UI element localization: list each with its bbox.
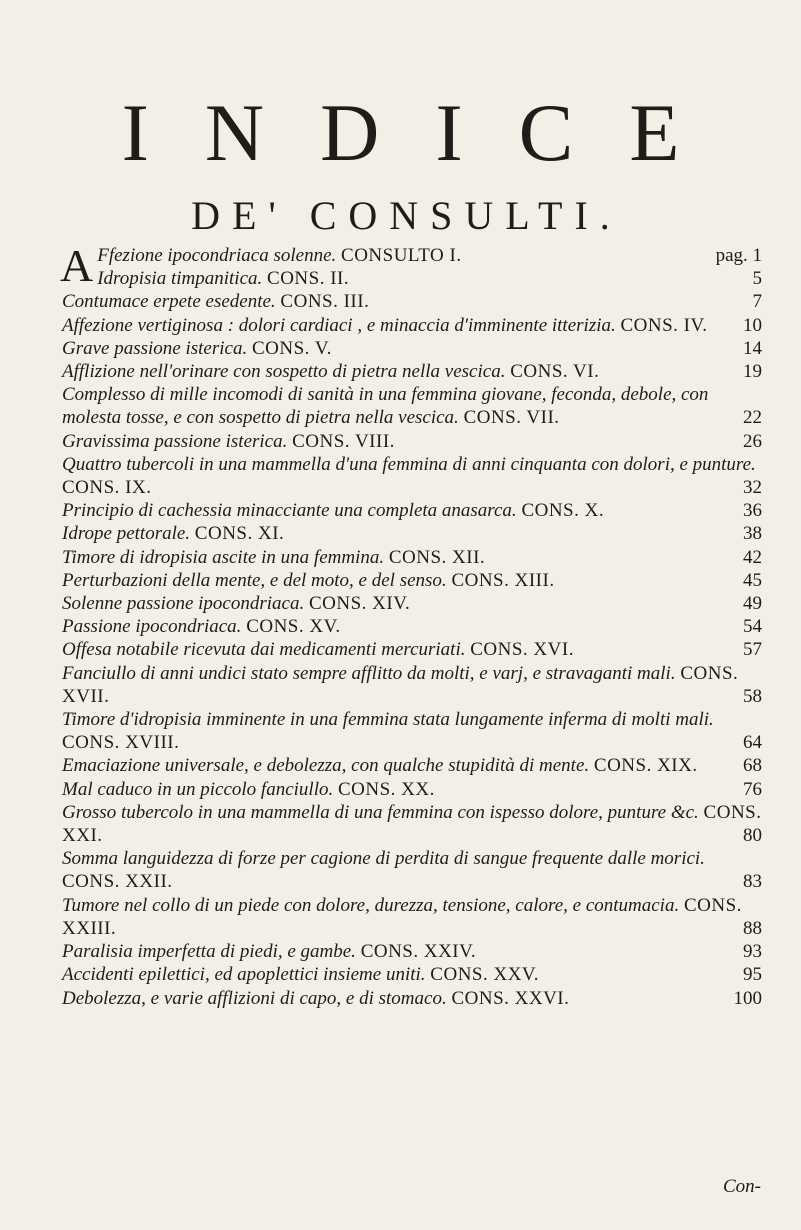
page-number: 100 <box>733 987 762 1009</box>
index-entry: Affezione vertiginosa : dolori cardiaci , e minaccia d'imminente itterizia. CONS. IV. 10 <box>62 314 762 336</box>
index-entry: Gravissima passione isterica. CONS. VIII. 26 <box>62 430 762 452</box>
page-subtitle: DE' CONSULTI. <box>191 193 622 238</box>
index-entry: Fanciullo di anni undici stato sempre afflitto da molti, e varj, e stravaganti mali. CONS. XVII. 58 <box>62 662 762 707</box>
catchword: Con- <box>723 1176 761 1197</box>
page-number: 42 <box>743 546 762 568</box>
index-entry: Accidenti epilettici, ed apoplettici insieme uniti. CONS. XXV. 95 <box>62 964 762 986</box>
page-number: 38 <box>743 523 762 545</box>
page-number: 76 <box>743 778 762 800</box>
index-entry: Paralisia imperfetta di piedi, e gambe. CONS. XXIV. 93 <box>62 941 762 963</box>
page-number: 22 <box>743 407 762 429</box>
index-entry: Somma languidezza di forze per cagione di perdita di sangue frequente dalle morici. CONS. XXII. 83 <box>62 848 762 893</box>
index-entry: Timore di idropisia ascite in una femmina. CONS. XII. 42 <box>62 546 762 568</box>
page-number: 83 <box>743 871 762 893</box>
index-entry: Timore d'idropisia imminente in una femmina stata lungamente inferma di molti mali. CONS. XVIII. 64 <box>62 709 762 754</box>
drop-cap: A <box>60 240 94 291</box>
index-entry: Debolezza, e varie afflizioni di capo, e di stomaco. CONS. XXVI. 100 <box>62 987 762 1009</box>
page-number: 80 <box>743 825 762 847</box>
page-number: 7 <box>752 291 762 313</box>
index-entry: Idropisia timpanitica. CONS. II. 5 <box>97 268 762 290</box>
page-number: 49 <box>743 593 762 615</box>
index-entry: Mal caduco in un piccolo fanciullo. CONS. XX. 76 <box>62 778 762 800</box>
page-number: 68 <box>743 755 762 777</box>
page-number: 93 <box>743 941 762 963</box>
index-entry: Emaciazione universale, e debolezza, con qualche stupidità di mente. CONS. XIX. 68 <box>62 755 762 777</box>
index-entry: A Ffezione ipocondriaca solenne. CONSULTO I. pag. 1 <box>60 240 762 291</box>
index-entry: Solenne passione ipocondriaca. CONS. XIV. 49 <box>62 593 762 615</box>
page-number: 58 <box>743 685 762 707</box>
index-entry: Perturbazioni della mente, e del moto, e del senso. CONS. XIII. 45 <box>62 569 762 591</box>
page-number: 5 <box>752 268 762 290</box>
page-number: 95 <box>743 964 762 986</box>
index-entry: Principio di cachessia minacciante una completa anasarca. CONS. X. 36 <box>62 500 762 522</box>
page-number: 32 <box>743 477 762 499</box>
index-entry: Quattro tubercoli in una mammella d'una femmina di anni cinquanta con dolori, e punture. CONS. IX. 32 <box>62 453 762 499</box>
index-entry: Idrope pettorale. CONS. XI. 38 <box>62 523 762 545</box>
index-entry: Offesa notabile ricevuta dai medicamenti mercuriati. CONS. XVI. 57 <box>62 639 762 661</box>
page-number: 36 <box>743 500 762 522</box>
index-entry: Afflizione nell'orinare con sospetto di pietra nella vescica. CONS. VI. 19 <box>62 361 762 383</box>
page-title: INDICE <box>121 87 736 178</box>
index-entry: Complesso di mille incomodi di sanità in una femmina giovane, feconda, debole, con molesta tosse, e con sospetto di pietra nella vescica. CONS. VII. 22 <box>62 384 762 429</box>
page-number: 19 <box>743 361 762 383</box>
page-number: 45 <box>743 569 762 591</box>
index-entry: Tumore nel collo di un piede con dolore, durezza, tensione, calore, e contumacia. CONS. XXIII. 88 <box>62 894 762 939</box>
page-number: pag. 1 <box>715 245 762 266</box>
page-number: 88 <box>743 917 762 939</box>
page-number: 26 <box>743 430 762 452</box>
index-entry: Grosso tubercolo in una mammella di una femmina con ispesso dolore, punture &c. CONS. XXI. 80 <box>62 801 762 847</box>
page-number: 10 <box>743 314 762 336</box>
page-number: 54 <box>743 616 762 638</box>
page-number: 57 <box>743 639 762 661</box>
page-number: 64 <box>743 732 762 754</box>
index-entry: Passione ipocondriaca. CONS. XV. 54 <box>62 616 762 638</box>
page-number: 14 <box>743 337 762 359</box>
index-list <box>60 240 762 1010</box>
index-entry: Grave passione isterica. CONS. V. 14 <box>62 337 762 359</box>
index-entry: Contumace erpete esedente. CONS. III. 7 <box>62 291 762 313</box>
